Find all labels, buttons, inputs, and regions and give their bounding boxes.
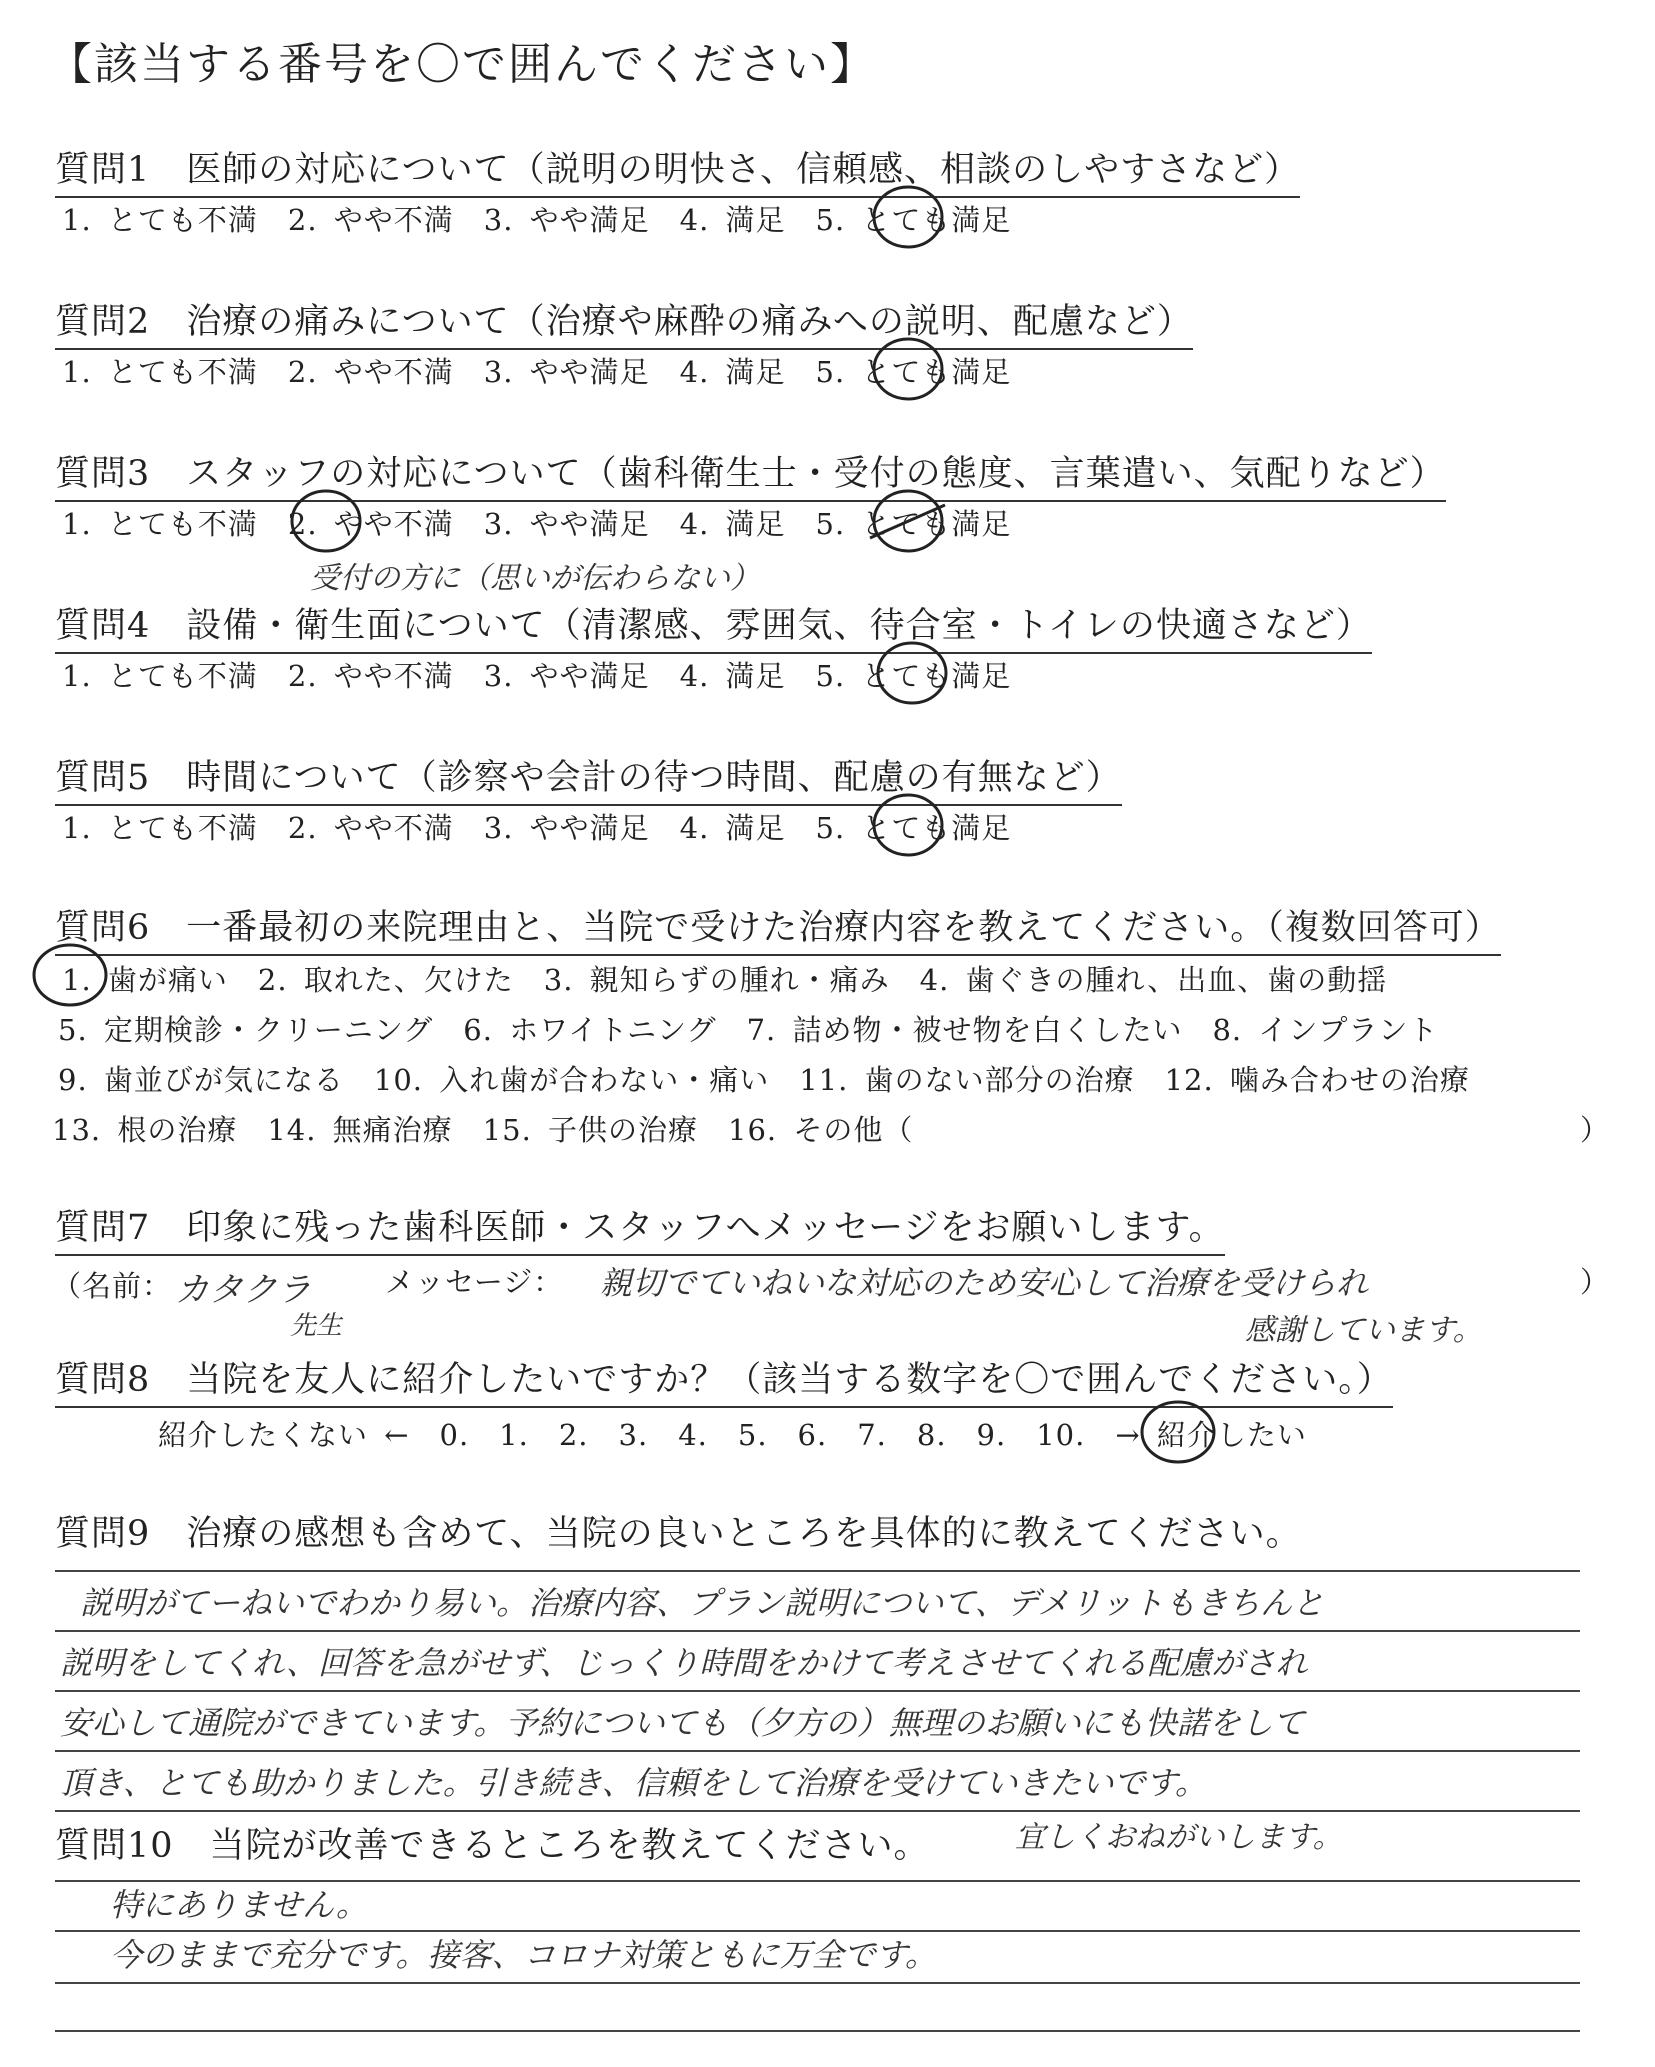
q1-options[interactable]: 1. とても不満 2. やや不満 3. やや満足 4. 満足 5. とても満足 [62, 203, 1012, 237]
q6-options-line3[interactable]: 9. 歯並びが気になる 10. 入れ歯が合わない・痛い 11. 歯のない部分の治療 12. 噛み合わせの治療 [58, 1063, 1470, 1097]
q9-rule-4 [55, 1750, 1580, 1752]
q9-heading: 質問9 治療の感想も含めて、当院の良いところを具体的に教えてください。 [55, 1514, 1302, 1554]
q7-heading: 質問7 印象に残った歯科医師・スタッフへメッセージをお願いします。 [55, 1200, 1225, 1256]
q10-rule-3 [55, 1982, 1580, 1984]
q10-rule-4 [55, 2030, 1580, 2032]
q1-heading: 質問1 医師の対応について（説明の明快さ、信頼感、相談のしやすさなど） [55, 142, 1300, 198]
q7-name-label: （名前： [52, 1269, 173, 1303]
q9-answer-tail: 宜しくおねがいします。 [1015, 1820, 1343, 1855]
page-title: 【該当する番号を〇で囲んでください】 [48, 39, 876, 90]
q7-name-suffix: 先生 [290, 1311, 343, 1341]
q3-heading: 質問3 スタッフの対応について（歯科衛生士・受付の態度、言葉遣い、気配りなど） [55, 446, 1446, 502]
q3-handwritten-note: 受付の方に（思いが伝わらない） [310, 561, 760, 596]
q6-options-line1[interactable]: 1. 歯が痛い 2. 取れた、欠けた 3. 親知らずの腫れ・痛み 4. 歯ぐきの腫れ、出血、歯の動揺 [62, 963, 1388, 997]
q9-rule-2 [55, 1630, 1580, 1632]
q4-options[interactable]: 1. とても不満 2. やや不満 3. やや満足 4. 満足 5. とても満足 [62, 659, 1012, 693]
q10-answer-line-2[interactable]: 今のままで充分です。接客、コロナ対策ともに万全です。 [110, 1936, 937, 1974]
q6-options-line4[interactable]: 13. 根の治療 14. 無痛治療 15. 子供の治療 16. その他（ [52, 1113, 914, 1147]
q9-answer-line-4[interactable]: 頂き、とても助かりました。引き続き、信頼をして治療を受けていきたいです。 [60, 1764, 1207, 1802]
q9-answer-line-3[interactable]: 安心して通院ができています。予約についても（夕方の）無理のお願いにも快諾をして [60, 1704, 1305, 1742]
q7-message-value-cont: 感謝しています。 [1245, 1313, 1483, 1348]
q3-options[interactable]: 1. とても不満 2. やや不満 3. やや満足 4. 満足 5. とても満足 [62, 507, 1012, 541]
q4-heading: 質問4 設備・衛生面について（清潔感、雰囲気、待合室・トイレの快適さなど） [55, 598, 1372, 654]
q2-options[interactable]: 1. とても不満 2. やや不満 3. やや満足 4. 満足 5. とても満足 [62, 355, 1012, 389]
q10-heading: 質問10 当院が改善できるところを教えてください。 [55, 1826, 930, 1866]
q8-heading: 質問8 当院を友人に紹介したいですか？（該当する数字を〇で囲んでください。） [55, 1352, 1393, 1408]
q7-message-label: メッセージ： [385, 1265, 564, 1299]
q8-scale[interactable]: 紹介したくない ← 0. 1. 2. 3. 4. 5. 6. 7. 8. 9. 10. → 紹介したい [158, 1418, 1307, 1452]
q9-answer-line-1[interactable]: 説明がてーねいでわかり易い。治療内容、プラン説明について、デメリットもきちんと [80, 1584, 1325, 1622]
q7-close-paren: ） [1580, 1265, 1611, 1299]
q6-options-line2[interactable]: 5. 定期検診・クリーニング 6. ホワイトニング 7. 詰め物・被せ物を白くしたい 8. インプラント [58, 1013, 1439, 1047]
q5-options[interactable]: 1. とても不満 2. やや不満 3. やや満足 4. 満足 5. とても満足 [62, 811, 1012, 845]
q6-close-paren: ） [1580, 1113, 1611, 1147]
q9-rule-5 [55, 1810, 1580, 1812]
q10-answer-line-1[interactable]: 特にありません。 [110, 1886, 368, 1924]
q7-message-value[interactable]: 親切でていねいな対応のため安心して治療を受けられ [600, 1264, 1369, 1302]
q7-name-value[interactable]: カタクラ [175, 1270, 311, 1310]
q9-rule-3 [55, 1690, 1580, 1692]
q6-heading: 質問6 一番最初の来院理由と、当院で受けた治療内容を教えてください。（複数回答可） [55, 900, 1501, 956]
q9-answer-line-2[interactable]: 説明をしてくれ、回答を急がせず、じっくり時間をかけて考えさせてくれる配慮がされ [60, 1644, 1308, 1682]
q5-heading: 質問5 時間について（診察や会計の待つ時間、配慮の有無など） [55, 750, 1122, 806]
q9-rule-1 [55, 1570, 1580, 1572]
q2-heading: 質問2 治療の痛みについて（治療や麻酔の痛みへの説明、配慮など） [55, 294, 1193, 350]
